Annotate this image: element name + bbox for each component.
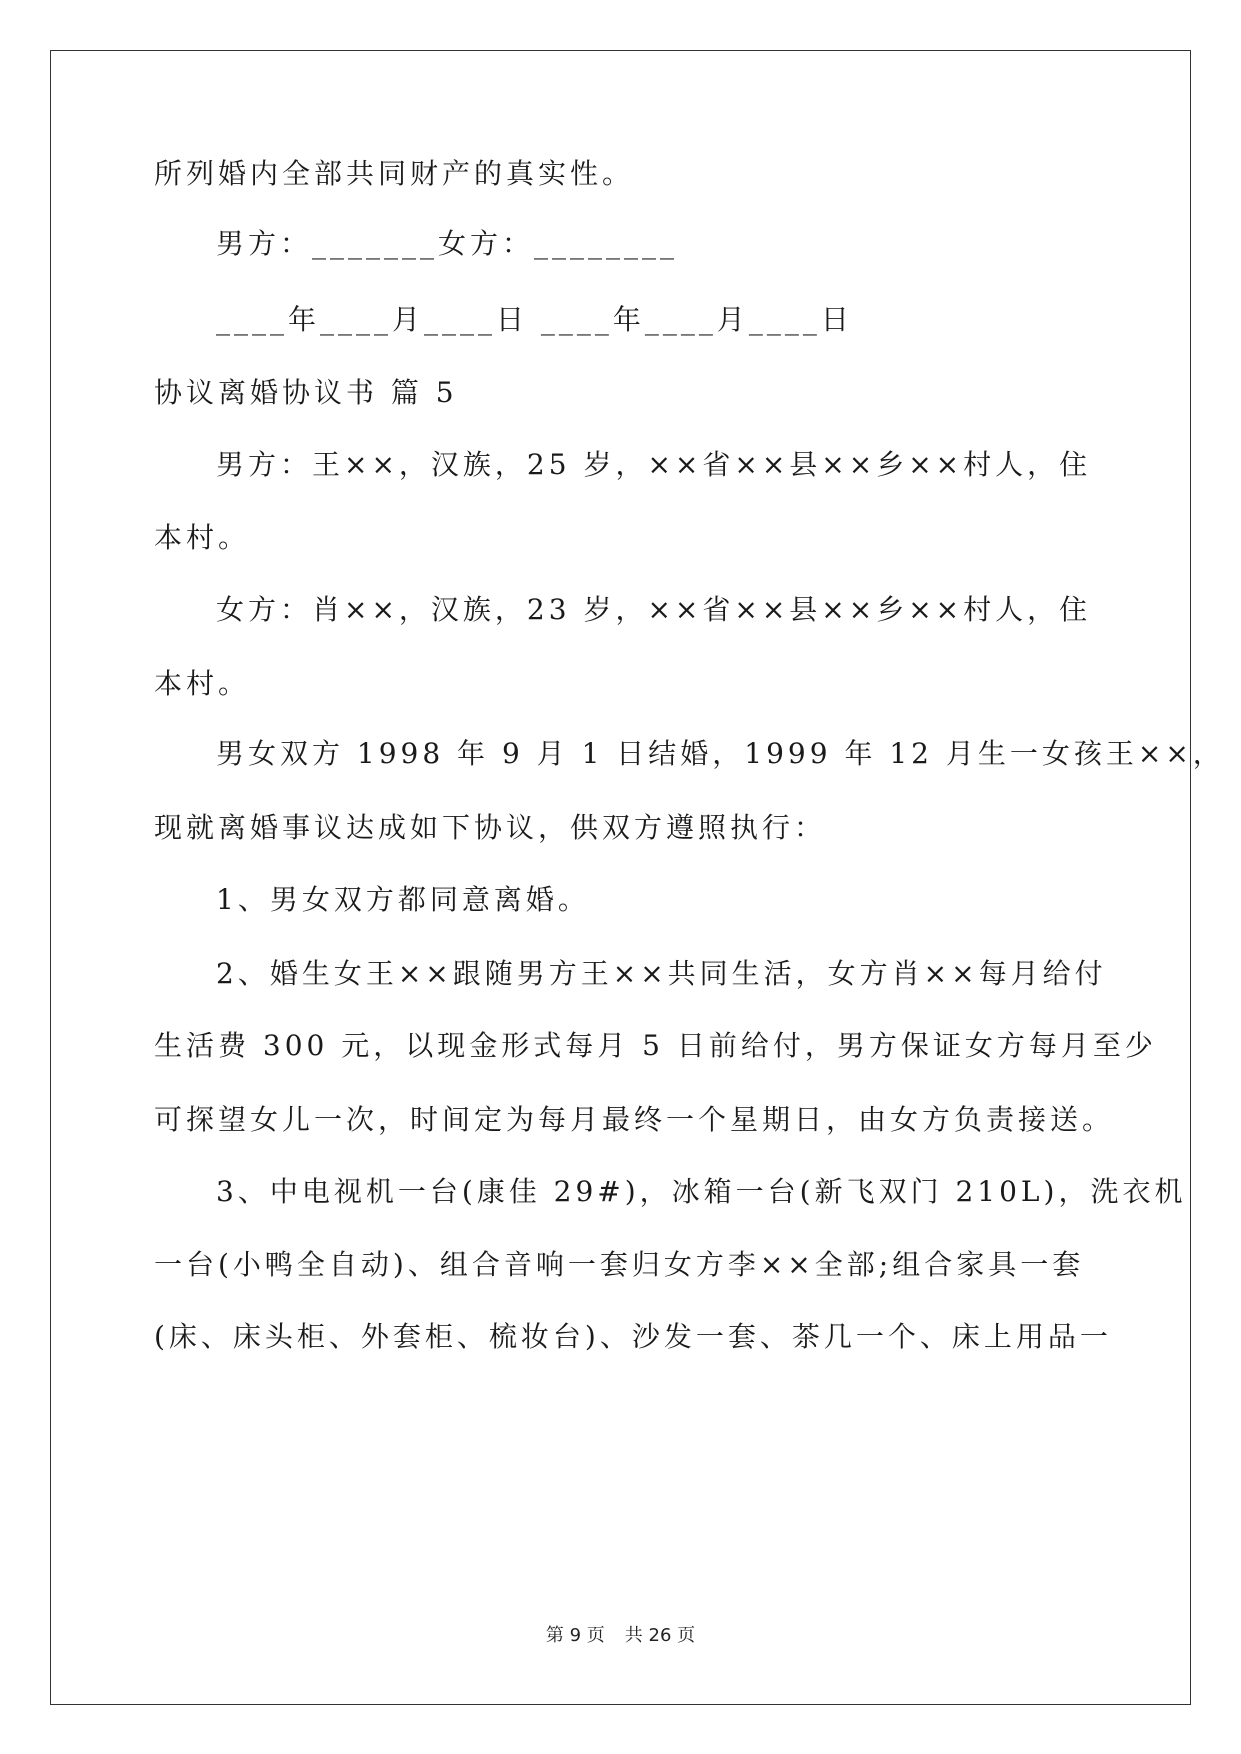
text-line: 现就离婚事议达成如下协议，供双方遵照执行： (154, 811, 827, 844)
date-line: ____年____月____日 ____年____月____日 (216, 303, 853, 336)
text-line: 男方：王××，汉族，25 岁，××省××县××乡××村人，住 (216, 448, 1092, 481)
text-line: 本村。 (154, 667, 251, 700)
text-line: 女方：肖××，汉族，23 岁，××省××县××乡××村人，住 (216, 593, 1092, 626)
page-total: 共 26 页 (624, 1625, 696, 1646)
text-line: 一台(小鸭全自动)、组合音响一套归女方李××全部;组合家具一套 (154, 1248, 1085, 1281)
list-item: 1、男女双方都同意离婚。 (216, 883, 590, 916)
list-item: 3、中电视机一台(康佳 29#)，冰箱一台(新飞双门 210L)，洗衣机 (216, 1175, 1187, 1208)
text-line: 本村。 (154, 521, 251, 554)
section-heading: 协议离婚协议书 篇 5 (154, 376, 458, 409)
page-border (50, 50, 1191, 1705)
list-item: 2、婚生女王××跟随男方王××共同生活，女方肖××每月给付 (216, 957, 1107, 990)
text-line: 男女双方 1998 年 9 月 1 日结婚，1999 年 12 月生一女孩王××， (216, 737, 1225, 770)
text-line: 所列婚内全部共同财产的真实性。 (154, 157, 635, 190)
text-line: 可探望女儿一次，时间定为每月最终一个星期日，由女方负责接送。 (154, 1103, 1115, 1136)
page-number: 第 9 页 (545, 1625, 605, 1646)
signature-line: 男方：_______女方：________ (216, 227, 679, 260)
text-line: 生活费 300 元，以现金形式每月 5 日前给付，男方保证女方每月至少 (154, 1029, 1157, 1062)
text-line: (床、床头柜、外套柜、梳妆台)、沙发一套、茶几一个、床上用品一 (154, 1320, 1112, 1353)
page-footer (0, 1623, 1241, 1649)
